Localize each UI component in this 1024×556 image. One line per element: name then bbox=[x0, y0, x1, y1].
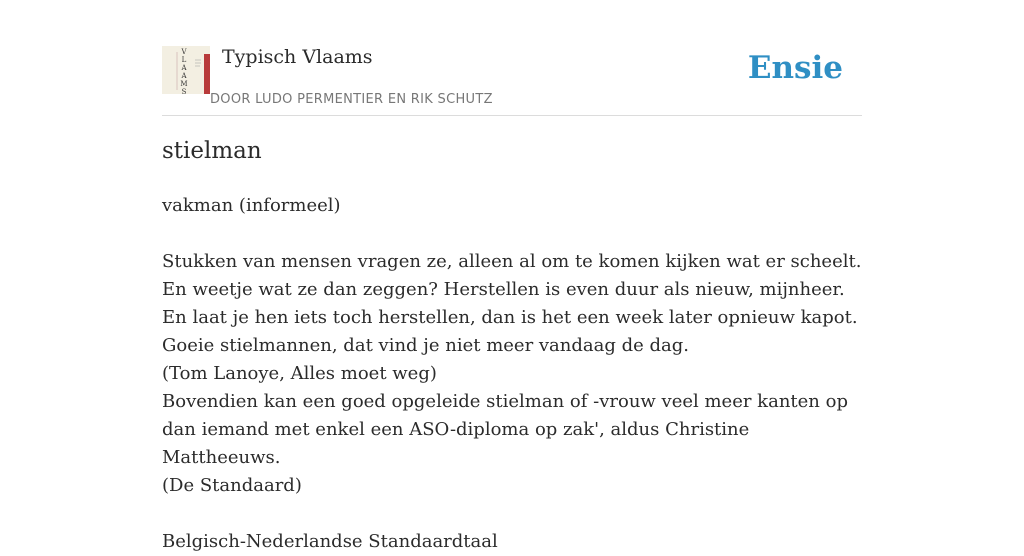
example-quote-1: Stukken van mensen vragen ze, alleen al om te komen kijken wat er scheelt. En weetje wat ze dan zeggen? Herstellen is even duur als nieuw, mijnheer. En laat je hen iets toch herstellen, dan is het een week later opnieuw kapot. Goeie stielmannen, dat vind je niet meer vandaag de dag. bbox=[162, 251, 862, 356]
entry-term: stielman bbox=[162, 138, 262, 164]
ensie-logo-link[interactable]: Ensie bbox=[747, 50, 843, 86]
entry-definition: vakman (informeel) bbox=[162, 195, 341, 216]
entry-content bbox=[162, 192, 862, 556]
book-cover-icon bbox=[162, 46, 210, 94]
example-source-1: (Tom Lanoye, Alles moet weg) bbox=[162, 363, 437, 384]
book-title[interactable]: Typisch Vlaams bbox=[222, 46, 373, 68]
book-authors: DOOR LUDO PERMENTIER EN RIK SCHUTZ bbox=[210, 92, 493, 107]
svg-text:VLAAMS: V L A A M S bbox=[180, 48, 188, 96]
book-logo[interactable] bbox=[162, 46, 210, 94]
entry-language: Belgisch-Nederlandse Standaardtaal bbox=[162, 531, 498, 552]
header bbox=[162, 46, 862, 116]
example-source-2: (De Standaard) bbox=[162, 475, 302, 496]
example-quote-2: Bovendien kan een goed opgeleide stielman of -vrouw veel meer kanten op dan iemand met enkel een ASO-diploma op zak', aldus Christine Mattheeuws. bbox=[162, 391, 848, 468]
spacer bbox=[162, 500, 862, 528]
spacer bbox=[162, 220, 862, 248]
